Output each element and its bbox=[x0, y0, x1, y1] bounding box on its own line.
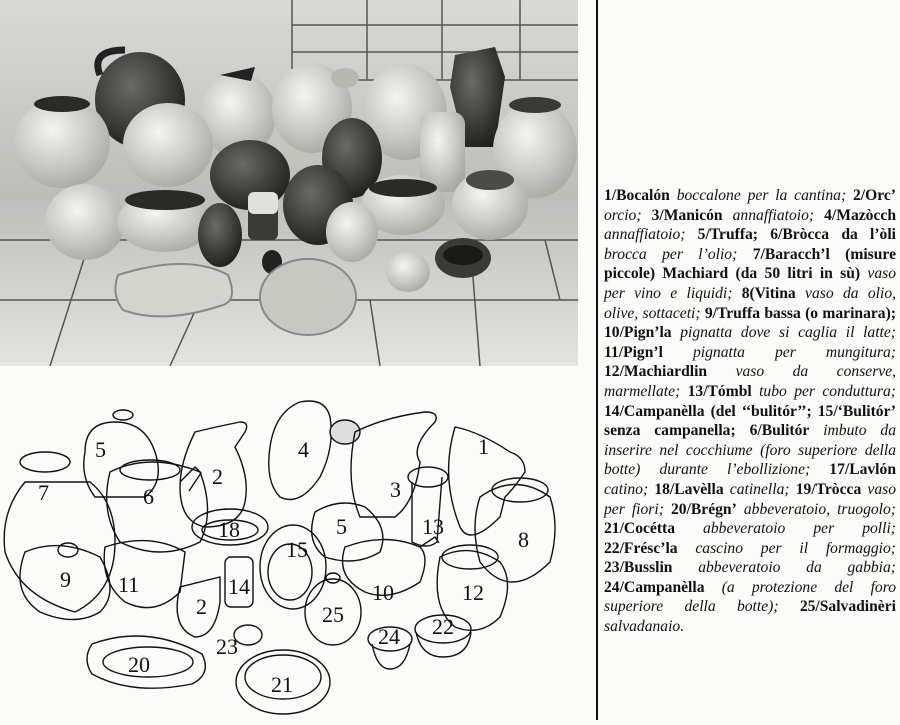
caption-term: 8(Vitina bbox=[741, 284, 796, 302]
caption-term: 1/Bocalón bbox=[604, 187, 670, 204]
caption-term: 4/Mazòcch bbox=[824, 206, 896, 224]
label-6: 6 bbox=[143, 484, 154, 509]
label-5-back: 5 bbox=[95, 437, 106, 462]
caption-term: 10/Pign’la bbox=[604, 324, 672, 342]
truffa-bassa bbox=[45, 184, 125, 260]
caption-term: 2/Orc’ bbox=[852, 187, 896, 204]
label-20: 20 bbox=[128, 652, 150, 677]
tube bbox=[420, 112, 465, 192]
vessel-6 bbox=[107, 462, 208, 552]
caption-term: 25/Salvadinèri bbox=[799, 598, 896, 616]
caption-description: abbeveratoio per polli; bbox=[675, 520, 896, 538]
pottery-photograph bbox=[0, 0, 578, 366]
label-15: 15 bbox=[286, 537, 308, 562]
label-10: 10 bbox=[372, 580, 394, 605]
caption-term: 18/Lavèlla bbox=[654, 480, 724, 498]
cocetta-basin bbox=[260, 259, 356, 335]
caption-term: 6/Bulitór bbox=[749, 422, 810, 440]
label-13: 13 bbox=[422, 514, 444, 539]
caption-description: cascino per il formaggio; bbox=[677, 539, 896, 557]
caption-term: 5/Truffa; bbox=[697, 226, 758, 244]
caption-description: imbuto da inserire nel cocchiume (foro superiore della botte) durante l’ebollizione; bbox=[604, 422, 896, 479]
caption-term: 3/Manicón bbox=[651, 206, 723, 224]
caption-description: abbeveratoio, truogolo; bbox=[736, 500, 896, 518]
caption-term: 9/Truffa bassa (o marinara); bbox=[704, 304, 896, 322]
label-11: 11 bbox=[118, 572, 140, 597]
line-drawing-svg bbox=[0, 372, 592, 720]
caption-entry bbox=[604, 324, 896, 341]
caption-entry bbox=[654, 481, 795, 498]
caption-description bbox=[736, 422, 750, 439]
caption-entry bbox=[604, 403, 818, 420]
caption-description: abbeveratoio da gabbia; bbox=[672, 559, 896, 577]
label-2-small: 2 bbox=[196, 594, 207, 619]
caption-entry bbox=[604, 559, 896, 576]
caption-description bbox=[758, 226, 770, 243]
caption-entry bbox=[698, 226, 771, 243]
caption-description: vaso da olio, olive, sottaceti; bbox=[604, 284, 897, 322]
label-24: 24 bbox=[378, 624, 400, 649]
label-22: 22 bbox=[432, 614, 454, 639]
label-2: 2 bbox=[212, 464, 223, 489]
caption-term: 24/Campanèlla bbox=[604, 578, 705, 596]
caption-entry bbox=[652, 207, 825, 224]
caption-term: 22/Frésc’la bbox=[604, 539, 678, 557]
caption-description: orcio; bbox=[604, 206, 652, 224]
label-25: 25 bbox=[322, 602, 344, 627]
caption-term: 20/Brégn’ bbox=[670, 500, 737, 518]
caption-term: 17/Lavlón bbox=[829, 461, 896, 479]
label-3: 3 bbox=[390, 477, 401, 502]
label-1: 1 bbox=[478, 434, 489, 459]
label-4: 4 bbox=[298, 437, 309, 462]
caption-term: 14/Campanèlla (del ‘‘bulitór’’; bbox=[604, 402, 812, 420]
caption-entry bbox=[604, 540, 896, 557]
label-8: 8 bbox=[518, 527, 529, 552]
caption-description: brocca per l’olio; bbox=[604, 245, 753, 263]
caption-description: salvadanaio. bbox=[604, 618, 685, 636]
caption-entry bbox=[604, 344, 896, 361]
caption-term: 15/‘Bulitór’ senza campanella; bbox=[604, 402, 896, 440]
caption-term: 12/Machiardlin bbox=[604, 363, 708, 381]
caption-term: 23/Busslin bbox=[604, 559, 673, 577]
caption-term: 19/Tròcca bbox=[795, 480, 862, 498]
label-12: 12 bbox=[462, 580, 484, 605]
caption-description: pignatta per mungitura; bbox=[662, 343, 896, 361]
salvadanaio bbox=[326, 202, 378, 262]
white-oil-jug bbox=[123, 103, 213, 187]
photo-illustration bbox=[0, 0, 578, 366]
caption-term: 7/Baracch’l (misure piccole) Machiard (da 50 litri in sù) bbox=[604, 245, 896, 283]
caption-term: 6/Bròcca da l’òli bbox=[770, 226, 896, 244]
vessel-8 bbox=[475, 485, 555, 583]
caption-description: vaso da conserve, marmellate; bbox=[604, 363, 896, 400]
caption-description: vaso per fiori; bbox=[604, 480, 896, 518]
caption-description: catino; bbox=[604, 480, 655, 498]
label-9: 9 bbox=[60, 567, 71, 592]
caption-term: 11/Pign’l bbox=[604, 343, 663, 361]
caption-term: 21/Cocétta bbox=[604, 520, 676, 538]
caption-description: (a protezione del foro superiore della botte); bbox=[604, 578, 896, 616]
caption-entry bbox=[604, 187, 853, 204]
caption-term: 13/Tómbl bbox=[687, 382, 752, 400]
caption-description: pignatta dove si caglia il latte; bbox=[671, 324, 896, 342]
label-7: 7 bbox=[38, 480, 49, 505]
caption-entry bbox=[688, 383, 896, 400]
vessel-23 bbox=[234, 625, 262, 645]
vessel-5-front bbox=[312, 503, 383, 561]
caption-description: annaffiatoio; bbox=[604, 226, 698, 244]
dark-small-pitcher bbox=[198, 203, 242, 267]
label-21: 21 bbox=[271, 672, 293, 697]
caption-description: catinella; bbox=[723, 480, 796, 498]
caption-entry bbox=[671, 501, 896, 518]
caption-description: vaso per vino e liquidi; bbox=[604, 265, 897, 302]
numbered-line-drawing bbox=[0, 372, 592, 720]
label-5-front: 5 bbox=[336, 514, 347, 539]
label-14: 14 bbox=[228, 574, 250, 599]
bregn-trough bbox=[115, 264, 232, 316]
caption-entry bbox=[604, 520, 896, 537]
label-18: 18 bbox=[218, 517, 240, 542]
caption-text bbox=[604, 186, 896, 637]
caption-description: annaffiatoio; bbox=[722, 206, 825, 224]
label-23: 23 bbox=[216, 634, 238, 659]
caption-description: boccalone per la cantina; bbox=[669, 187, 853, 204]
caption-entry bbox=[705, 305, 896, 322]
campanella-small bbox=[386, 252, 430, 292]
column-divider bbox=[596, 0, 598, 720]
caption-description: tubo per conduttura; bbox=[751, 382, 896, 400]
